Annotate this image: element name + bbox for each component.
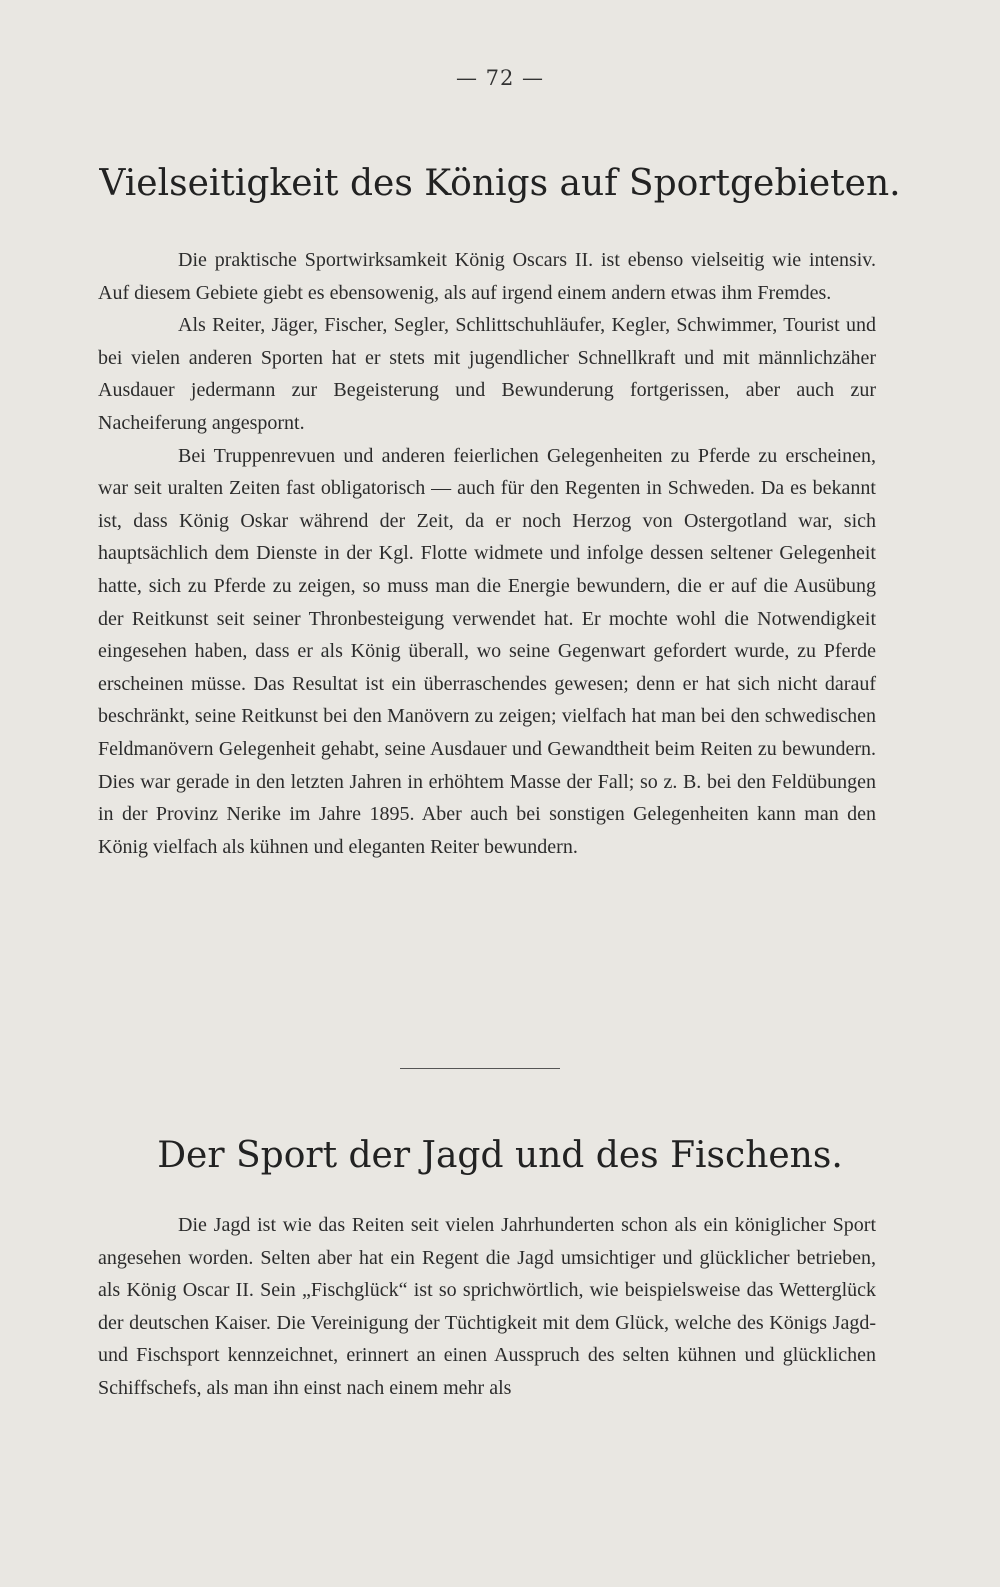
paragraph: Die Jagd ist wie das Reiten seit vielen Jahrhunderten schon als ein königlicher Sport angesehen worden. Selten aber hat ein Regent die Jagd umsichtiger und glücklicher betrieben, als König Oscar II. Sein „Fischglück“ ist so sprichwörtlich, wie beispielsweise das Wetterglück der deutschen Kaiser. Die Vereinigung der Tüchtigkeit mit dem Glück, welche des Königs Jagd- und Fischsport kennzeichnet, erinnert an einen Ausspruch des selten kühnen und glücklichen Schiffschefs, als man ihn einst nach einem mehr als (98, 1214, 876, 1399)
section-body-sports-versatility (98, 244, 876, 863)
paragraph: Bei Truppenrevuen und anderen feierlichen Gelegenheiten zu Pferde zu erscheinen, war seit uralten Zeiten fast obligatorisch — auch für den Regenten in Schweden. Da es bekannt ist, dass König Oskar während der Zeit, da er noch Herzog von Ostergotland war, sich hauptsächlich dem Dienste in der Kgl. Flotte widmete und infolge dessen seltener Gelegenheit hatte, sich zu Pferde zu zeigen, so muss man die Energie bewundern, die er auf die Ausübung der Reitkunst seit seiner Thronbesteigung verwendet hat. Er mochte wohl die Notwendigkeit eingesehen haben, dass er als König überall, wo seine Gegenwart gefordert wurde, zu Pferde erscheinen müsse. Das Resultat ist ein überraschendes gewesen; denn er hat sich nicht darauf beschränkt, seine Reitkunst bei den Manövern zu zeigen; vielfach hat man bei den schwedischen Feldmanövern Gelegenheit gehabt, seine Ausdauer und Gewandtheit beim Reiten zu bewundern. Dies war gerade in den letzten Jahren in erhöhtem Masse der Fall; so z. B. bei den Feldübungen in der Provinz Nerike im Jahre 1895. Aber auch bei sonstigen Gelegenheiten kann man den König vielfach als kühnen und eleganten Reiter bewundern. (98, 444, 876, 858)
paragraph: Als Reiter, Jäger, Fischer, Segler, Schlittschuhläufer, Kegler, Schwimmer, Tourist und bei vielen anderen Sporten hat er stets mit jugendlicher Schnellkraft und mit männlichzäher Ausdauer jedermann zur Begeisterung und Bewunderung fortgerissen, aber auch zur Nacheiferung angespornt. (98, 314, 876, 434)
section-title-hunting-fishing: Der Sport der Jagd und des Fischens. (157, 1135, 843, 1176)
page-number: — 72 — (455, 66, 545, 90)
section-body-hunting-fishing (98, 1209, 876, 1405)
section-divider (400, 1068, 560, 1069)
section-title-sports-versatility: Vielseitigkeit des Königs auf Sportgebieten. (99, 163, 901, 204)
paragraph: Die praktische Sportwirksamkeit König Oscars II. ist ebenso vielseitig wie intensiv. Auf diesem Gebiete giebt es ebensowenig, als auf irgend einem andern etwas ihm Fremdes. (98, 249, 876, 304)
